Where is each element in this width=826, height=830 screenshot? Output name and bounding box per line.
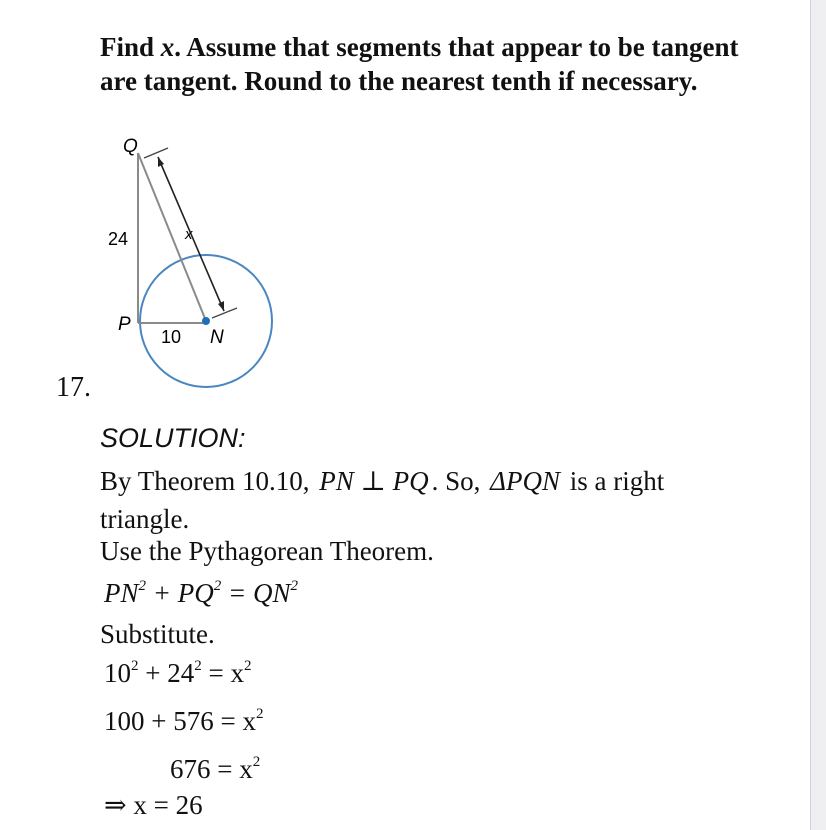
label-n: N: [210, 327, 224, 348]
equation-simplify: $100 + 576 = x^2$: [104, 706, 264, 736]
label-q: Q: [123, 136, 138, 157]
dimension-tick-bottom: [212, 308, 237, 318]
question-text: Find x. Assume that segments that appear to be tangent are tangent. Round to the nearest tenth if necessary.: [100, 32, 739, 96]
equation-sum: $676 = x^2$: [170, 754, 261, 784]
dimension-tick-top: [144, 148, 168, 158]
equation-pythagorean: $PN^2 + PQ^2 = QN^2$: [104, 578, 298, 608]
label-p: P: [118, 314, 131, 335]
segment-qn: [138, 153, 206, 321]
right-scrollbar-edge: [810, 0, 826, 830]
solution-line-1: By Theorem 10.10, PN ⊥ PQ . So, ΔPQN is a right: [100, 466, 665, 496]
label-x: x: [185, 226, 193, 243]
arrowhead-top: [158, 157, 164, 167]
question-variable: x: [160, 32, 175, 62]
solution-heading: SOLUTION:: [100, 423, 246, 453]
label-10: 10: [161, 327, 182, 347]
problem-number: 17.: [56, 372, 91, 403]
solution-line-2: triangle.: [100, 504, 190, 534]
equation-answer: ⇒ x = 26: [104, 790, 203, 820]
tangent-circle-figure: [100, 133, 280, 398]
equation-substitute: $10^2 + 24^2 = x^2$: [104, 658, 252, 688]
solution-line-3: Use the Pythagorean Theorem.: [100, 536, 434, 566]
label-24: 24: [108, 229, 129, 249]
center-point-n: [202, 317, 210, 325]
solution-line-4: Substitute.: [100, 619, 215, 649]
arrowhead-bottom: [218, 301, 224, 311]
